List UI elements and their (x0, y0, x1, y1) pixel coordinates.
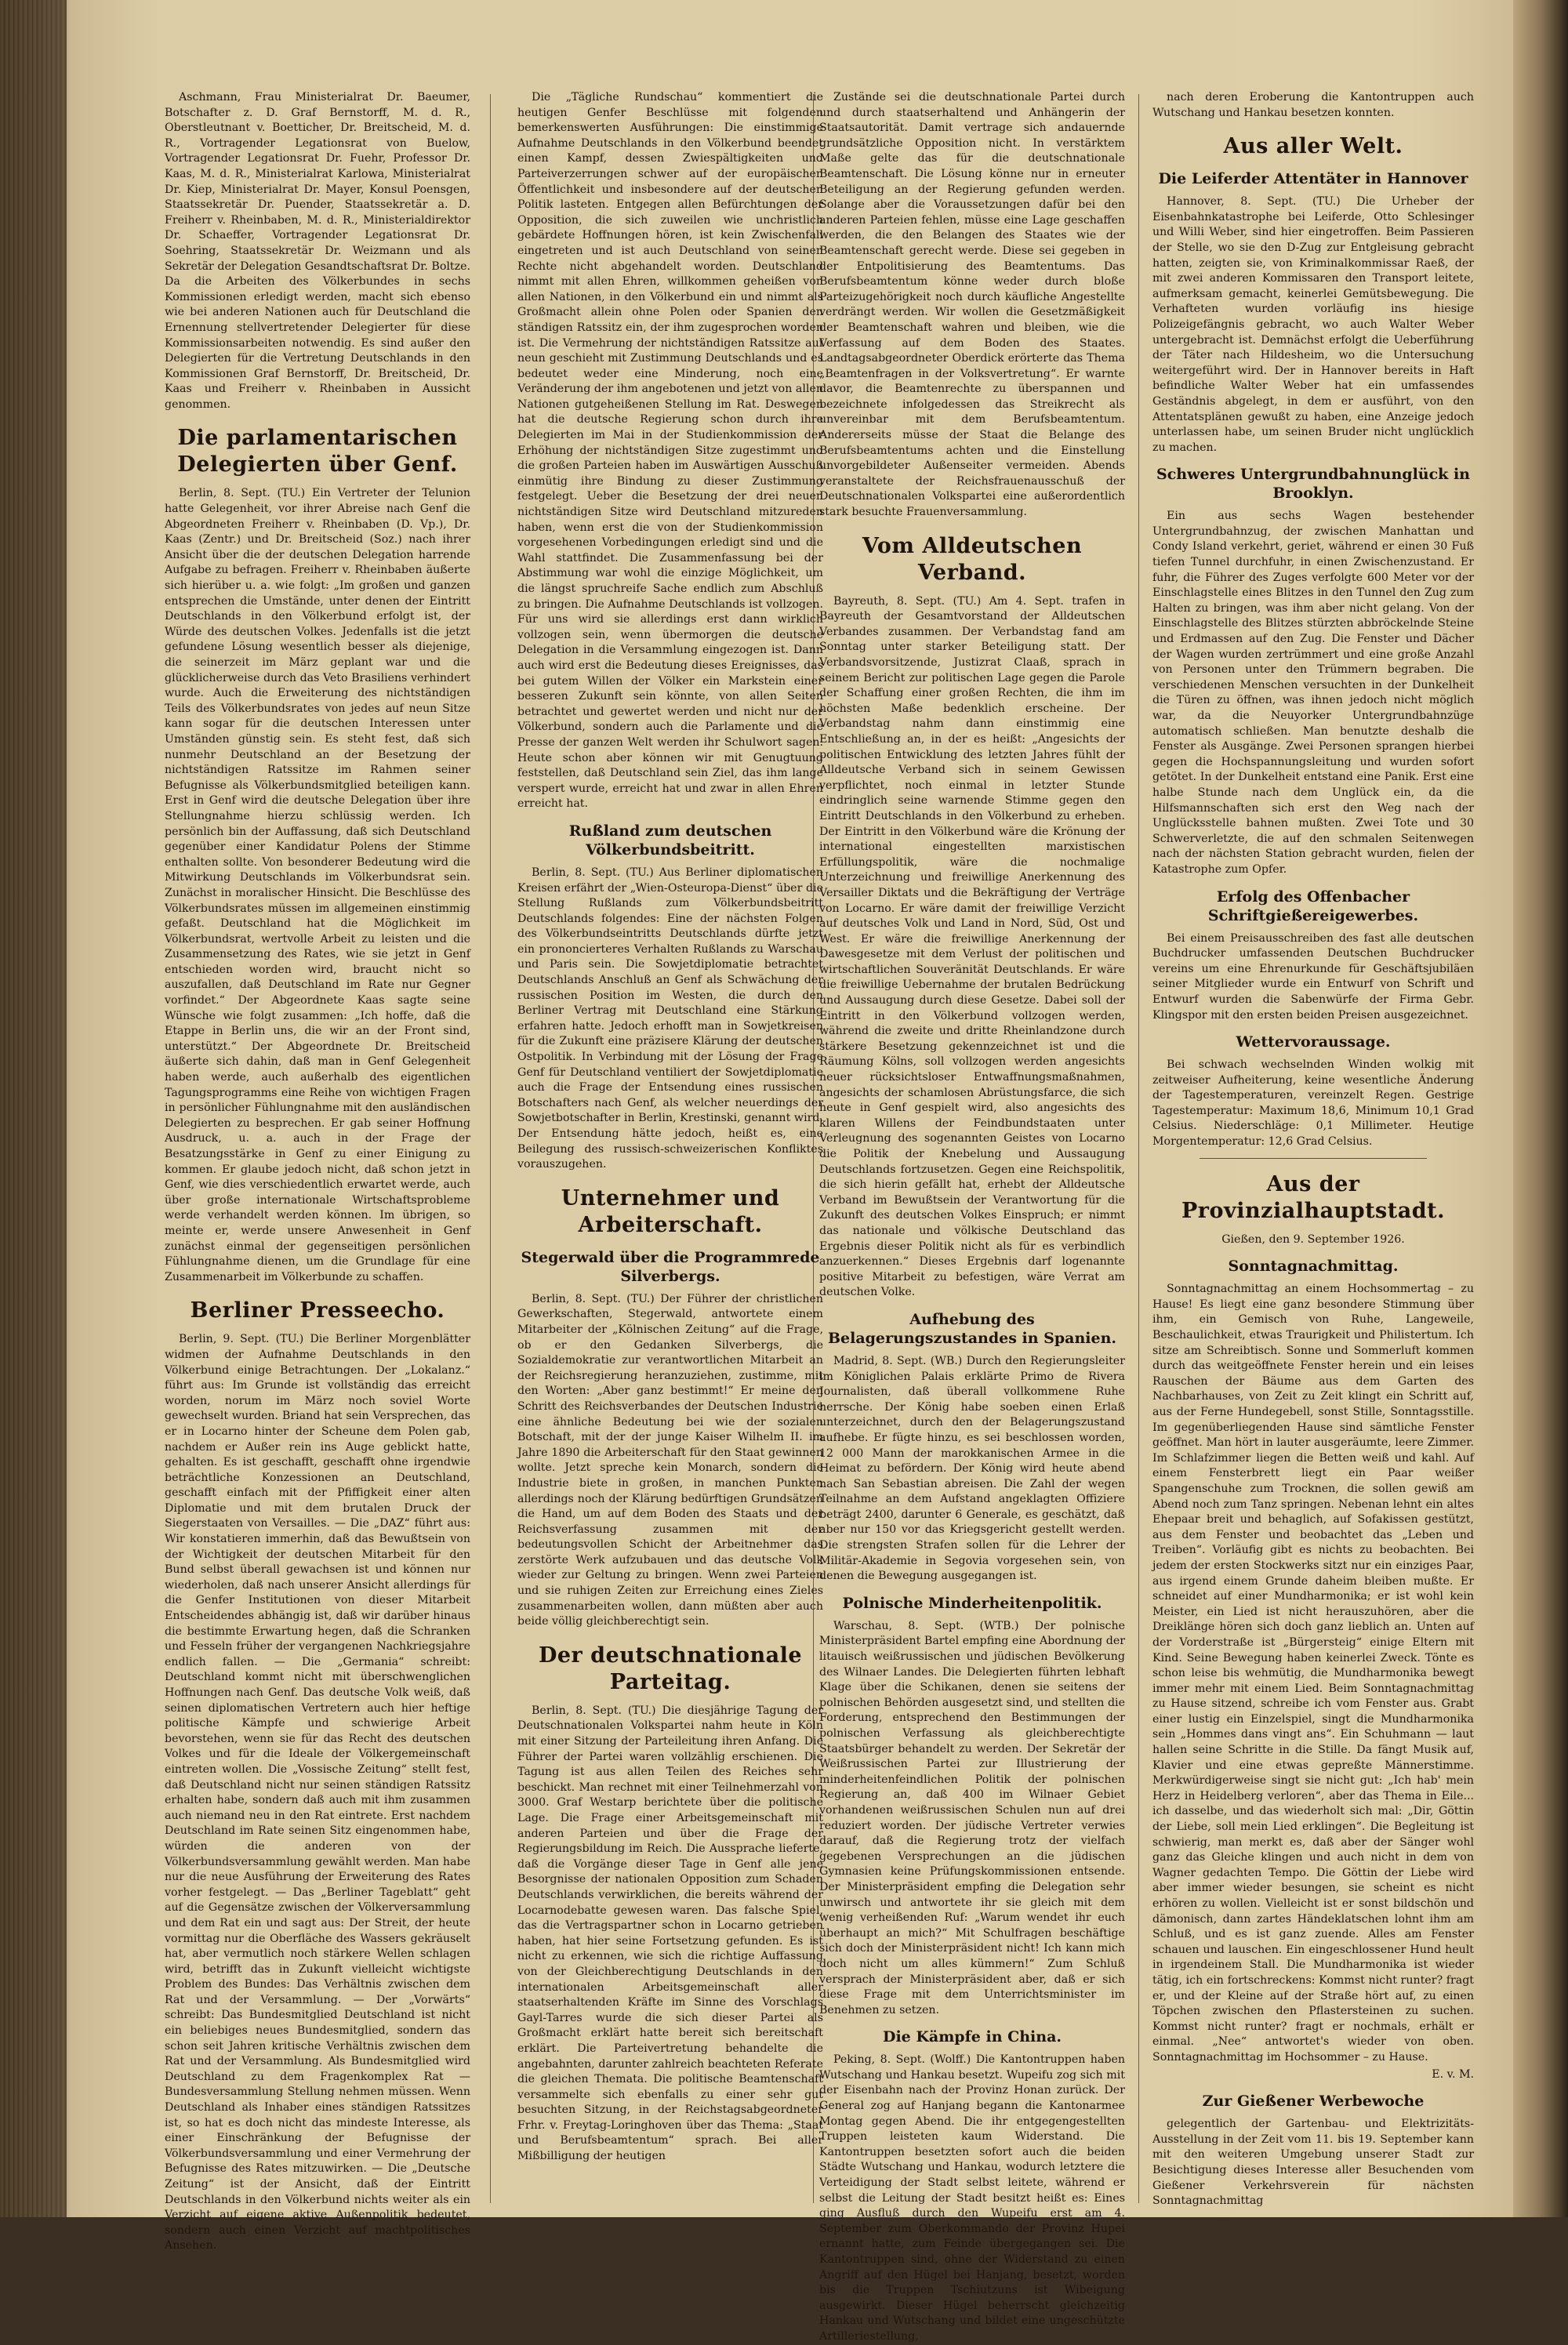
headline: Aufhebung des Belagerungszustandes in Spanien. (827, 1310, 1117, 1347)
column-rule (1138, 94, 1139, 2203)
adjacent-page-edge (1513, 0, 1568, 2217)
article-text: Zustände sei die deutschnationale Partei durch und durch staatserhaltend und Anhängerin der Staatsautorität. Damit vertrage sich andauernde grundsätzliche Opposition nicht. In verstärktem Maße gelte das für die deutschnationale Beamtenschaft. Die Lösung könne nur in erneuter Beteiligung an der Regierung gefunden werden. Solange aber die Voraussetzungen dafür bei den anderen Parteien fehlen, müsse eine Lage geschaffen werden, die den Belangen des Staates wie der Beamtenschaft gerecht werde. Diese sei gegeben in der Entpolitisierung des Beamtentums. Das Berufsbeamtentum könne weder durch bloße Parteizugehörigkeit noch durch käufliche Angestellte verdrängt werden. Wir wollen die Gesetzmäßigkeit der Beamtenschaft wahren und bleiben, wie die Verfassung auf dem Boden des Staates. Landtagsabgeordneter Oberdick erörterte das Thema „Beamtenfragen in der Volksvertretung“. Er warnte davor, die Beamtenrechte zu überspannen und bezeichnete infolgedessen das Streikrecht als unvereinbar mit dem Berufsbeamtentum. Andererseits müsse der Staat die Belange des Berufsbeamtentums achten und die Einstellung unvorgebildeter Außenseiter vermeiden. Abends veranstaltete der Reichsfrauenausschuß der Deutschnationalen Volkspartei eine außerordentlich stark besuchte Frauenversammlung. (819, 91, 1125, 519)
headline: Die Kämpfe in China. (882, 2028, 1062, 2046)
headline: Unternehmer und Arbeiterschaft. (561, 1185, 780, 1237)
headline: Wettervoraussage. (1236, 1033, 1391, 1051)
subheadline: Erfolg des Offenbacher Schriftgießereigewerbes. (1207, 888, 1419, 924)
headline: Der deutschnationale Parteitag. (538, 1643, 803, 1694)
headline: Vom Alldeutschen Verband. (862, 533, 1083, 585)
article-text: Aschmann, Frau Ministerialrat Dr. Baeumer, Botschafter z. D. Graf Bernstorff, M. d. R., Oberstleutnant v. Boetticher, Dr. Breitscheid, M. d. R., Vortragender Legationsrat von Buelow, Vortragender Legationsrat Dr. Fuehr, Professor Dr. Kaas, M. d. R., Ministerialrat Karlowa, Ministerialrat Dr. Kiep, Ministerialrat Dr. Mayer, Konsul Poensgen, Staatssekretär Dr. Puender, Staatssekretär a. D. Freiherr v. Rheinbaben, M. d. R., Ministerialdirektor Dr. Schaeffer, Vortragender Legationsrat Dr. Soehring, Staatssekretär Dr. Weizmann und als Sekretär der Delegation Gesandtschaftsrat Dr. Boltze. Da die Arbeiten des Völkerbundes in sechs Kommissionen erledigt werden, macht sich ebenso wie bei anderen Nationen auch für Deutschland die Ernennung stellvertretender Delegierter für diese Kommissionsarbeiten notwendig. Es sind außer den Delegierten für die Vertretung Deutschlands in den Kommissionen Graf Bernstorff, Dr. Breitscheid, Dr. Kaas und Freiherr v. Rheinbaben in Aussicht genommen. (165, 91, 470, 411)
subheadline: Die Leiferder Attentäter in Hannover (1158, 170, 1468, 188)
column-rule (490, 94, 491, 2203)
dateline: Gießen, den 9. September 1926. (1221, 1232, 1405, 1246)
column-2 (517, 90, 823, 2199)
column-1 (165, 90, 470, 2252)
subheadline: Stegerwald über die Programmrede Silverbergs. (521, 1248, 820, 1285)
article-text: Madrid, 8. Sept. (WB.) Durch den Regierungsleiter im Königlichen Palais erklärte Primo de Rivera Journalisten, daß überall vollkommene Ruhe herrsche. Der König habe soeben einen Erlaß unterzeichnet, durch den der Belagerungszustand aufhebe. Er fügte hinzu, es sei beschlossen worden, 12 000 Mann der marokkanischen Armee in die Heimat zu befördern. Der König wird heute abend nach San Sebastian abreisen. Die Zahl der wegen Teilnahme an dem Aufstand angeklagten Offiziere beträgt 2400, darunter 6 Generale, es geschätzt, daß aber nur 150 vor das Kriegsgericht gestellt werden. Die strengsten Strafen sollen für die Lehrer der Militär-Akademie in Segovia vorgesehen sein, von denen die Bewegung ausgegangen ist. (819, 1354, 1125, 1583)
headline: Die parlamentarischen Delegierten über Genf. (177, 426, 458, 477)
article-text: Bei schwach wechselnden Winden wolkig mit zeitweiser Aufheiterung, keine wesentliche Änderung der Tagestemperaturen, vereinzelt Regen. Gestrige Tagestemperatur: Maximum 18,6, Minimum 10,1 Grad Celsius. Niederschläge: 0,1 Millimeter. Heutige Morgentemperatur: 12,6 Grad Celsius. (1152, 1058, 1474, 1149)
article-text: gelegentlich der Gartenbau- und Elektrizitäts-Ausstellung in der Zeit vom 11. bis 19. September kann mit den weiteren Umgebung unserer Stadt zur Besichtigung dieses Interesse aller Besuchenden vom Gießener Verkehrsverein für nächsten Sonntagnachmittag (1152, 2118, 1474, 2208)
article-text: Warschau, 8. Sept. (WTB.) Der polnische Ministerpräsident Bartel empfing eine Abordnung der litauisch weißrussischen und jüdischen Bevölkerung des Wilnaer Landes. Die Delegierten führten lebhaft Klage über die Schikanen, denen sie seitens der polnischen Behörden ausgesetzt sind, und stellten die Forderung, entsprechend den Bestimmungen der polnischen Verfassung als gleichberechtigte Staatsbürger behandelt zu werden. Der Sekretär der Weißrussischen Partei zur Illustrierung der minderheitenfeindlichen Politik der polnischen Regierung an, daß 400 im Wilnaer Gebiet vorhandenen weißrussischen Schulen nun auf drei reduziert worden. Der jüdische Vertreter verwies darauf, daß die Regierung trotz der vielfach gegebenen Versprechungen an die jüdischen Gymnasien keine Prüfungskommissionen entsende. Der Ministerpräsident empfing die Delegation sehr unwirsch und antwortete ihr sie gleich mit dem wenig verheißenden Ruf: „Warum wendet ihr euch überhaupt an mich?“ Mit Schulfragen beschäftige sich doch der Ministerpräsident nicht! Ich kann mich doch nicht um alles kümmern!“ Zum Schluß versprach der Ministerpräsident aber, daß er sich diese Frage mit dem Unterrichtsminister im Benehmen zu setzen. (819, 1619, 1125, 2016)
column-3 (819, 90, 1125, 2343)
article-text: Ein aus sechs Wagen bestehender Untergrundbahnzug, der zwischen Manhattan und Condy Island verkehrt, geriet, während er einen 30 Fuß tiefen Tunnel durchfuhr, in einen Zwischenzustand. Er fuhr, die Führer des Zuges verfolgte 600 Meter vor der Einschlagstelle eines Blitzes in den Tunnel den Zug zum Halten zu bringen, was ihm aber nicht gelang. Von der Einschlagstelle des Blitzes stürzten abbröckelnde Steine und Erdmassen auf den Zug. Die Fenster und Dächer der Wagen wurden zertrümmert und eine große Anzahl von Personen unter den Trümmern begraben. Die verschiedenen Menschen versuchten in der Dunkelheit die Türen zu öffnen, was ihnen jedoch nicht möglich war, da die Neuyorker Untergrundbahnzüge automatisch schließen. Man benutzte deshalb die Fenster als Ausgänge. Zwei Personen sprangen hierbei gegen die Hochspannungsleitung und wurden sofort getötet. In der Dunkelheit entstand eine Panik. Erst eine halbe Stunde nach dem Unglück ein, da die Hilfsmannschaften sich erst den Weg nach der Unglücksstelle bahnen mußten. Zwei Tote und 30 Schwerverletzte, die auf den schmalen Seitenwegen nach der nächsten Station gebracht wurden, fielen der Katastrophe zum Opfer. (1152, 510, 1474, 876)
headline: Schweres Untergrundbahnunglück in Brooklyn. (1156, 466, 1470, 503)
headline: Sonntagnachmittag. (1228, 1258, 1399, 1276)
headline: Berliner Presseecho. (190, 1298, 445, 1323)
article-text: Hannover, 8. Sept. (TU.) Die Urheber der Eisenbahnkatastrophe bei Leiferde, Otto Schlesinger und Willi Weber, sind hier eingetroffen. Beim Passieren der Stelle, wo sie den D-Zug zur Entgleisung gebracht hatten, zeigten sie, von Kriminalkommissar Raeß, der mit zwei anderen Kommissaren den Transport leitete, aufmerksam gemacht, keinerlei Gemütsbewegung. Die Verhafteten wurden vorläufig ins hiesige Polizeigefängnis gebracht, wo auch Walter Weber untergebracht ist. Demnächst erfolgt die Ueberführung der Täter nach Hildesheim, wo die Untersuchung weitergeführt wird. Der in Hannover bereits in Haft befindliche Walter Weber hat ein umfassendes Geständnis abgelegt, in dem er ausführt, von den Attentatsplänen gewußt zu haben, eine Anzeige jedoch unterlassen habe, um seinen Bruder nicht unglücklich zu machen. (1152, 195, 1474, 454)
article-text: Sonntagnachmittag an einem Hochsommertag – zu Hause! Es liegt eine ganz besondere Stimmung über ihm, ein Gemisch von Ruhe, Langeweile, Beschaulichkeit, etwas Traurigkeit und Philistertum. Ich sitze am Schreibtisch. Sonne und Sommerluft kommen durch das weitgeöffnete Fenster herein und ein leises Rauschen der Bäume aus dem Garten des Nachbarhauses, von Zeit zu Zeit klingt ein Schritt auf, aus der Ferne Hundegebell, sonst Stille, Sonntagsstille. Im gegenüberliegenden Hause sind sämtliche Fenster geöffnet. Man hört in lauter ausgeräumte, leere Zimmer. Im Schlafzimmer liegen die Betten weiß und kahl. Auf einem Fensterbrett liegt ein Paar weißer Spangenschuhe zum Trocknen, die sollen gewiß am Abend noch zum Tanz springen. Nebenan lehnt ein altes Ehepaar breit und behaglich, auf Sofakissen gestützt, aus dem Fenster und beobachtet das „Leben und Treiben“. Vorläufig gibt es nichts zu beobachten. Bei jedem der ersten Stockwerks sitzt nur ein einziges Paar, aus irgend einem Grunde daheim bleiben mußte. Er schneidet auf einer Mundharmonika; er ist wohl kein Meister, ein Lied ist nicht herauszuhören, aber die Dreiklänge hören sich doch ganz lieblich an. Unten auf der Vorderstraße ist „Bürgersteig“ einige Eltern mit Kind. Seine Bewegung haben keinerlei Zweck. Tönte es schon leise bis wehmütig, die Mundharmonika bewegt immer mehr mit einem Lied. Beim Sonntagnachmittag zu Hause sitzend, schreibe ich vom Fenster aus. Grabt einer lustig ein Einzelspiel, singt die Mundharmonika sein „Hommes dans vingt ans“. Ein Schuhmann — laut hallen seine Schritte in die Stille. Da fängt Musik auf, Klavier und eine etwas gepreßte Männerstimme. Merkwürdigerweise singt sie nicht gut: „Ich hab' mein Herz in Heidelberg verloren“, aber das Thema in Eile... ich dasselbe, und das wiederholt sich mal: „Dir, Göttin der Liebe, soll mein Lied erklingen“. Die Begleitung ist schwierig, man merkt es, daß aber der Sänger wohl ganz das Gleiche klingen und auch nicht in dem von Wagner gedachten Tempo. Die Göttin der Liebe wird aber immer wieder besungen, sie scheint es nicht erhören zu wollen. Vielleicht ist er sonst bildschön und dämonisch, dann zartes Händeklatschen lohnt ihm am Schluß, und es ist ganz zuende. Alles am Fenster schauen und lauschen. Ein eingeschlossener Hund heult in irgendeinem Stall. Die Mundharmonika ist wieder tätig, ich ein fortschreckens: Kommst nicht runter? fragt er, und der Kleine auf der Straße hört auf, zu einen Töpchen zwischen den Pflastersteinen zu suchen. Kommst nicht runter? fragt er nochmals, erhält er einmal. „Nee“ antwortet's wieder von oben. Sonntagnachmittag im Hochsommer – zu Hause. (1152, 1283, 1474, 2064)
article-text: Berlin, 8. Sept. (TU.) Aus Berliner diplomatischen Kreisen erfährt der „Wien-Osteuropa-Dienst“ über die Stellung Rußlands zum Völkerbundsbeitritt Deutschlands folgendes: Eine der nächsten Folgen des Völkerbundseintritts Deutschlands dürfte jetzt ein prononcierteres Verhalten Rußlands zu Warschau und Paris sein. Die Sowjetdiplomatie betrachtet Deutschlands Anschluß an Genf als Schwächung der russischen Position im Westen, die durch den Berliner Vertrag mit Deutschland eine Stärkung erfahren hatte. Jedoch erhofft man in Sowjetkreisen für die Zukunft eine präzisere Klärung der deutschen Ostpolitik. In Verbindung mit der Lösung der Frage Genf für Deutschland ventiliert der Sowjetdiplomatie auch die Frage der Entsendung eines russischen Botschafters nach Genf, als welcher neuerdings der Sowjetbotschafter in Berlin, Krestinski, genannt wird. Der Entsendung hätte jedoch, heißt es, eine Beilegung des russisch-schweizerischen Konfliktes vorauszugehen. (517, 866, 823, 1171)
article-text: nach deren Eroberung die Kantontruppen auch Wutschang und Hankau besetzen konnten. (1152, 91, 1474, 119)
article-text: Berlin, 8. Sept. (TU.) Die diesjährige Tagung der Deutschnationalen Volkspartei nahm heute in Köln mit einer Sitzung der Parteileitung ihren Anfang. Die Führer der Partei waren vollzählig erschienen. Die Tagung ist aus allen Teilen des Reiches sehr beschickt. Man rechnet mit einer Teilnehmerzahl von 3000. Graf Westarp berichtete über die politische Lage. Die Frage einer Arbeitsgemeinschaft mit anderen Parteien und über die Frage der Regierungsbildung im Reich. Die Aussprache lieferte, daß die Vorgänge dieser Tage in Genf alle jene Besorgnisse der nationalen Opposition zum Schaden Deutschlands verwirklichen, die bereits während der Locarnodebatte gewesen waren. Das falsche Spiel, das die Vertragspartner schon in Locarno getrieben haben, hat hier seine Fortsetzung gefunden. Es ist nicht zu erkennen, wie sich die richtige Auffassung von der Gleichberechtigung Deutschlands in den internationalen Arbeitsgemeinschaft aller staatserhaltenden Kräfte im Sinne des Vorschlags Gayl-Tarres wurde die sich dieser Partei als Großmacht erklärt hatte bereit sich bereitschaft erklärt. Die Parteivertretung behandelte die angebahnten, darunter zahlreich beachteten Referate die gleichen Themata. Die politische Beamtenschaft versammelte sich ebenfalls zu einer sehr gut besuchten Sitzung, in der Reichstagsabgeordneter Frhr. v. Freytag-Loringhoven über das Thema: „Staat und Berufsbeamtentum“ sprach. Bei aller Mißbilligung der heutigen (517, 1704, 823, 2163)
article-text: Die „Tägliche Rundschau“ kommentiert die heutigen Genfer Beschlüsse mit folgenden bemerkenswerten Ausführungen: Die einstimmige Aufnahme Deutschlands in den Völkerbund beendet einen Kampf, dessen Zwiespältigkeiten und Parteiverzerrungen schwer auf der europäischen Öffentlichkeit und insbesondere auf der deutschen Politik lasteten. Entgegen allen Befürchtungen der Opposition, die sich zuweilen wie unchristlich gebärdete Hoffnungen hören, ist kein Zwischenfall eingetreten und ist auch Deutschland von seinen Rechte nicht abgehandelt worden. Deutschland nimmt mit allen Ehren, willkommen geheißen von allen Nationen, in den Völkerbund ein und nimmt als Großmacht allein ohne Polen oder Spanien den ständigen Ratssitz ein, der ihm zugesprochen worden ist. Die Vermehrung der nichtständigen Ratssitze auf neun geschieht mit Zustimmung Deutschlands und es bedeutet weder eine Minderung, noch eine Veränderung der ihm angebotenen und jetzt von allen Nationen gutgeheißenen Stellung im Rat. Deswegen hat die deutsche Regierung schon durch ihre Delegierten im Mai in der Studienkommission der Erhöhung der nichtständigen Sitze zugestimmt und die großen Parteien haben im Auswärtigen Ausschuß einmütig ihre Bindung zu dieser Zustimmung festgelegt. Ueber die Besetzung der drei neuen nichtständigen Sitze wird Deutschland mitzureden haben, wenn erst die von der Studienkommission vorgesehenen Vorbedingungen erledigt sind und die Wahl stattfindet. Die Zusammenfassung bei der Abstimmung war wohl die einzige Möglichkeit, um die längst spruchreife Sache endlich zum Abschluß zu bringen. Die Aufnahme Deutschlands ist vollzogen. Für uns wird sie allerdings erst dann wirklich vollzogen sein, wenn übermorgen die deutsche Delegation in die Versammlung eingezogen ist. Dann auch wird erst die Bedeutung dieses Ereignisses, das bei gutem Willen der Völker ein Markstein einer besseren Zukunft sein könnte, von allen Seiten betrachtet und gewertet werden und nicht nur der Völkerbund, sondern auch die Parlamente und die Presse der ganzen Welt werden ihr Schulwort sagen. Heute schon aber können wir mit Genugtuung feststellen, daß Deutschland sein Ziel, das ihm lange verspert wurde, erreicht hat und zwar in allen Ehren erreicht hat. (517, 91, 823, 811)
article-text: Berlin, 8. Sept. (TU.) Ein Vertreter der Telunion hatte Gelegenheit, vor ihrer Abreise nach Genf die Abgeordneten Freiherr v. Rheinbaben (D. Vp.), Dr. Kaas (Zentr.) und Dr. Breitscheid (Soz.) nach ihrer Ansicht über die der deutschen Delegation harrende Aufgabe zu befragen. Freiherr v. Rheinbaben äußerte sich hierüber u. a. wie folgt: „Im großen und ganzen entsprechen die Umstände, unter denen der Eintritt Deutschlands in den Völkerbund erfolgt ist, der Würde des deutschen Volkes. Jedenfalls ist die jetzt gefundene Lösung wesentlich besser als diejenige, die seinerzeit im März geplant war und die glücklicherweise durch das Veto Brasiliens verhindert wurde. Auch die Erweiterung des nichtständigen Teils des Völkerbundsrates von jedes auf neun Sitze kann sogar für die deutschen Interessen unter Umständen günstig sein. Es steht fest, daß sich nunmehr Deutschland an der Besetzung der nichtständigen Ratssitze im Rahmen seiner Befugnisse als Völkerbundsmitglied beteiligen kann. Erst in Genf wird die deutsche Delegation über ihre Stellungnahme hierzu schlüssig werden. Ich persönlich bin der Auffassung, daß sich Deutschland gegenüber einer Kandidatur Polens der Stimme enthalten sollte. Von besonderer Bedeutung wird die Mitwirkung Deutschlands im Völkerbundsrat sein. Zunächst in moralischer Hinsicht. Die Beschlüsse des Völkerbundsrates müssen im allgemeinen einstimmig gefaßt. Deutschland hat die Möglichkeit im Völkerbundsrat, wertvolle Arbeit zu leisten und die Zusammensetzung des Rates, wie sie jetzt in Genf entschieden worden wird, braucht nicht so auszufallen, daß Deutschland im Rate nur Gegner vorfindet.“ Der Abgeordnete Kaas sagte seine Wünsche wie folgt zusammen: „Ich hoffe, daß die Etappe in Berlin uns, die wir an der Front sind, unterstützt.“ Der Abgeordnete Dr. Breitscheid äußerte sich dahin, daß man in Genf Gelegenheit haben werde, auch außerhalb des eigentlichen Tagungsprogramms eine Reihe von wichtigen Fragen in persönlicher Fühlungnahme mit den ausländischen Delegierten zu besprechen. Er gab seiner Hoffnung Ausdruck, u. a. auch in der Frage der Besatzungsstärke in Genf zu einer Einigung zu kommen. Er glaube jedoch nicht, daß schon jetzt in Genf, wie dies verschiedentlich erwartet werde, auch über große internationale Wirtschaftsprobleme werde verhandelt werden können. Im übrigen, so meinte er, werde unsere Anwesenheit in Genf zunächst einmal der gegenseitigen persönlichen Fühlungnahme dienen, um die Grundlage für eine Zusammenarbeit im Völkerbunde zu schaffen. (165, 487, 470, 1283)
article-text: Peking, 8. Sept. (Wolff.) Die Kantontruppen haben Wutschang und Hankau besetzt. Wupeifu zog sich mit der Eisenbahn nach der Provinz Honan zurück. Der General zog auf Hanjang begann die Kantonarmee Montag gegen Abend. Die ihr entgegengestellten Truppen leisteten kaum Widerstand. Die Kantontruppen besetzten sofort auch die beiden Städte Wutschang und Hankau, wodurch letztere die Verteidigung der Stadt selbst leitete, während er selbst die Leitung der Stadt besitzt heißt es: Eines ging Ausfluß durch den Wupeifu erst am 4. September zum Oberkommando der Provinz Hupei ernannt hatte, zum Feinde übergegangen sei. Die Kantontruppen sind, ohne der Widerstand zu einen Angriff auf den Hügel bei Hanjang, besetzt, worden bis die Truppen Tschiutzuns ist Wibeigung ausgewirkt. Dieser Hügel beherrscht gleichzeitig Hankau und Wutschang und bildet eine ungeschützte Artilleriestellung, (819, 2053, 1125, 2343)
section-headline: Aus aller Welt. (1223, 134, 1403, 159)
article-text: Berlin, 8. Sept. (TU.) Der Führer der christlichen Gewerkschaften, Stegerwald, antwortete einem Mitarbeiter der „Kölnischen Zeitung“ auf die Frage, ob er den Gedanken Silverbergs, die Sozialdemokratie zur verantwortlichen Mitarbeit an der Reichsregierung heranzuziehen, zustimme, mit den Worten: „Aber ganz bestimmt!“ Er meine den Schritt des Reichsverbandes der Deutschen Industrie eine ähnliche Bedeutung bei wie der sozialen Botschaft, mit der der junge Kaiser Wilhelm II. im Jahre 1890 die Arbeiterschaft für den Staat gewinnen wollte. Jetzt spreche kein Monarch, sondern die Industrie biete in großen, in manchen Punkten allerdings noch der Klärung bedürftigen Grundsätzen die Hand, um auf dem Boden des Staats und der Reichsverfassung zusammen mit der bedeutungsvollen Schicht der Arbeitnehmer das zerstörte Werk aufzubauen und das deutsche Volk wieder zur Geltung zu bringen. Wenn zwei Parteien und sie ruhigen Zeiten zur Erreichung eines Zieles zusammenarbeiten wollen, dann müßten aber auch beide völlig gleichberechtigt sein. (517, 1292, 823, 1628)
headline: Polnische Minderheitenpolitik. (842, 1594, 1102, 1612)
headline: Zur Gießener Werbewoche (1202, 2093, 1425, 2111)
article-text: Bayreuth, 8. Sept. (TU.) Am 4. Sept. trafen in Bayreuth der Gesamtvorstand der Alldeutschen Verbandes zusammen. Der Verbandstag fand am Sonntag unter starker Beteiligung statt. Der Verbandsvorsitzende, Justizrat Claaß, sprach in seinem Bericht zur politischen Lage gegen die Parole der Schaffung einer großen Rechten, die ihm im höchsten Maße bedenklich erscheine. Der Verbandstag nahm dann einstimmig eine Entschließung an, in der es heißt: „Angesichts der politischen Entwicklung des letzten Jahres fühlt der Alldeutsche Verband sich in seinem Gewissen verpflichtet, noch einmal in letzter Stunde eindringlich seine warnende Stimme gegen den Eintritt Deutschlands in den Völkerbund zu erheben. Der Eintritt in den Völkerbund wäre die Krönung der international eingestellten marxistischen Erfüllungspolitik, wäre die nochmalige Unterzeichnung und freiwillige Anerkennung des Versailler Diktats und die Bekräftigung der Verträge von Locarno. Er wäre damit der freiwillige Verzicht auf deutsches Volk und Land in Nord, Süd, Ost und West. Er wäre die freiwillige Anerkennung der Dawesgesetze mit dem Verlust der politischen und wirtschaftlichen Souveränität Deutschlands. Er wäre die freiwillige Uebernahme der brutalen Bedrückung und Aussaugung durch diese Gesetze. Dabei soll der Eintritt in den Völkerbund vollzogen werden, während die zweite und dritte Rheinlandzone durch stärkere Besetzung gekennzeichnet ist und die Räumung Kölns, soll vollzogen werden angesichts neuer rücksichtsloser Entwaffnungsmaßnahmen, angesichts der schamlosen Abrüstungsfarce, die sich heute in Genf gespielt wird, also angesichts des klaren Willens der Feindbundstaaten unter Verleugnung des sogenannten Geistes von Locarno die Politik der Knebelung und Aussaugung Deutschlands fortzusetzen. Gegen eine Reichspolitik, die sich hierin gefällt hat, erhebt der Alldeutsche Verband im Bewußtsein der Verantwortung für die Zukunft des deutschen Volkes Einspruch; er nimmt das nationale und völkische Deutschland das Ergebnis dieser Politik nicht als für es verbindlich anzuerkennen.“ Dieses Ergebnis darf logenannte positive Mitarbeit zu befestigen, wäre Verrat am deutschen Volke. (819, 594, 1125, 1299)
signature: E. v. M. (1432, 2067, 1474, 2081)
headline: Rußland zum deutschen Völkerbundsbeitritt. (568, 822, 772, 859)
divider (1200, 1158, 1427, 1159)
book-binding (0, 0, 67, 2217)
column-4 (1152, 90, 1474, 2208)
section-headline: Aus der Provinzialhauptstadt. (1181, 1171, 1445, 1223)
article-text: Bei einem Preisausschreiben des fast alle deutschen Buchdrucker umfassenden Deutschen Buchdrucker vereins um eine Ehrenurkunde für Geschäftsjubiläen seiner Mitglieder wurde ein Entwurf von Schrift und Entwurf wurden die Sabenwürfe der Firma Gebr. Klingspor mit den ersten beiden Preisen ausgezeichnet. (1152, 931, 1474, 1022)
article-text: Berlin, 9. Sept. (TU.) Die Berliner Morgenblätter widmen der Aufnahme Deutschlands in den Völkerbund einige Betrachtungen. Der „Lokalanz.“ führt aus: Im Grunde ist vollständig das erreicht worden, norum im März noch soviel Worte gewechselt wurden. Briand hat sein Versprechen, das er in Locarno hinter der Scheune dem Polen gab, nachdem er Außer rein ins Auge geblickt hatte, gehalten. Es ist geschafft, geschafft ohne irgendwie beträchtliche Konzessionen an Deutschland, geschafft einfach mit der Pfiffigkeit einer alten Diplomatie und mit dem brutalen Druck der Siegerstaaten von Versailles. — Die „DAZ“ führt aus: Wir konstatieren immerhin, daß das Bewußtsein von der Wichtigkeit der deutschen Mitarbeit für den Bund selbst überall gewachsen ist und können nur wiederholen, daß nach unserer Ansicht allerdings für die Genfer Institutionen von dieser Mitarbeit Entscheidendes abhängig ist, daß wir darüber hinaus die bestimmte Erwartung hegen, daß die Schranken und Fesseln früher der vergangenen Nachkriegsjahre endlich fallen. — Die „Germania“ schreibt: Deutschland kommt nicht mit überschwenglichen Hoffnungen nach Genf. Das deutsche Volk weiß, daß seinen diplomatischen Vertretern auch hier heftige politische Kämpfe und schwierige Arbeit bevorstehen, wenn sie für das Recht des deutschen Volkes und für die Ideale der Völkergemeinschaft eintreten wollen. Die „Vossische Zeitung“ stellt fest, daß Deutschland nicht nur seinen ständigen Ratssitz erhalten habe, sondern daß auch mit ihm zusammen auch niemand neu in den Rat eintrete. Erst nachdem Deutschland im Rate seinen Sitz eingenommen habe, würden die anderen von der Völkerbundsversammlung gewählt werden. Man habe nur die neue Ausführung der Erweiterung des Rates vorher festgelegt. — Das „Berliner Tageblatt“ geht auf die Gegensätze zwischen der Völkerversammlung und dem Rat ein und sagt aus: Der Streit, der heute vormittag nur die Oberfläche des Wassers gekräuselt hat, aber vermutlich noch stärkere Wellen schlagen wird, betrifft das in Zukunft vielleicht wichtigste Problem des Bundes: Das Verhältnis zwischen dem Rat und der Versammlung. — Der „Vorwärts“ schreibt: Das Bundesmitglied Deutschland ist nicht ein beliebiges neues Bundesmitglied, sondern das schon seit Jahren kritische Verhältnis zwischen dem Rat und der Versammlung. Als Bundesmitglied wird Deutschland zu dem Fragenkomplex Rat — Bundesversammlung Stellung nehmen müssen. Wenn Deutschland als Inhaber eines ständigen Ratssitzes ist, so hat es doch nicht das mindeste Interesse, als einer Einschränkung der Befugnisse der Völkerbundsversammlung und einer Vermehrung der Befugnisse des Rates mitzuwirken. — Die „Deutsche Zeitung“ ist der Ansicht, daß der Eintritt Deutschlands in den Völkerbund nichts weiter als ein Verzicht auf eigene aktive Außenpolitik bedeutet, sondern auch einen Verzicht auf machtpolitisches Ansehen. (165, 1333, 470, 2252)
